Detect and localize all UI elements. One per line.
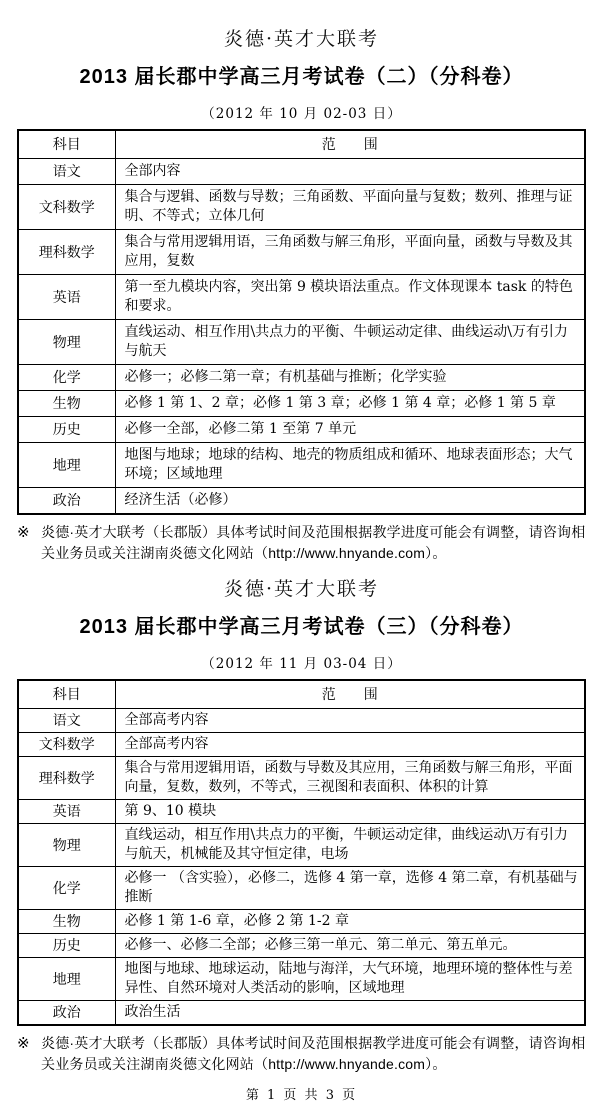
scope-cell: 直线运动，相互作用\共点力的平衡，牛顿运动定律，曲线运动\万有引力与航天，机械能及其守恒定律，电场	[115, 824, 585, 867]
subject-cell: 化学	[18, 365, 115, 391]
scope-cell: 第一至九模块内容，突出第 9 模块语法重点。作文体现课本 task 的特色和要求。	[115, 275, 585, 320]
table-header-row	[18, 130, 585, 159]
table-row	[18, 159, 585, 185]
scope-cell: 必修一 （含实验），必修二，选修 4 第一章，选修 4 第二章，有机基础与推断	[115, 867, 585, 910]
table-row	[18, 800, 585, 824]
subject-cell: 语文	[18, 709, 115, 733]
table-row	[18, 1001, 585, 1026]
table-row	[18, 733, 585, 757]
scope-cell: 必修一全部，必修二第 1 至第 7 单元	[115, 417, 585, 443]
scope-cell: 全部内容	[115, 159, 585, 185]
adjustment-note	[17, 1033, 586, 1075]
note-marker: ※	[17, 1035, 30, 1052]
note-marker: ※	[17, 524, 30, 541]
scope-cell: 地图与地球；地球的结构、地壳的物质组成和循环、地球表面形态；大气环境；区域地理	[115, 443, 585, 488]
schedule-table-1	[17, 129, 586, 515]
table-row	[18, 958, 585, 1001]
scope-cell: 第 9、10 模块	[115, 800, 585, 824]
exam-section-2	[17, 574, 586, 1075]
subject-cell: 生物	[18, 910, 115, 934]
table-row	[18, 867, 585, 910]
adjustment-note	[17, 522, 586, 564]
scope-cell: 集合与常用逻辑用语，三角函数与解三角形，平面向量，函数与导数及其应用，复数	[115, 230, 585, 275]
subject-cell: 历史	[18, 417, 115, 443]
scope-cell: 集合与逻辑、函数与导数；三角函数、平面向量与复数；数列、推理与证明、不等式；立体几何	[115, 185, 585, 230]
exam-section-1	[17, 24, 586, 564]
table-row	[18, 391, 585, 417]
schedule-table-2	[17, 679, 586, 1026]
scope-cell: 全部高考内容	[115, 733, 585, 757]
subject-cell: 生物	[18, 391, 115, 417]
subject-cell: 地理	[18, 958, 115, 1001]
subject-cell: 文科数学	[18, 185, 115, 230]
subject-cell: 语文	[18, 159, 115, 185]
subject-cell: 理科数学	[18, 230, 115, 275]
scope-cell: 直线运动、相互作用\共点力的平衡、牛顿运动定律、曲线运动\万有引力与航天	[115, 320, 585, 365]
table-row	[18, 443, 585, 488]
subject-cell: 文科数学	[18, 733, 115, 757]
table-row	[18, 910, 585, 934]
header-subject: 科目	[18, 680, 115, 709]
subject-cell: 政治	[18, 1001, 115, 1026]
subject-cell: 物理	[18, 824, 115, 867]
exam-title: 2013 届长郡中学高三月考试卷（三）（分科卷）	[79, 616, 524, 638]
exam-title: 2013 届长郡中学高三月考试卷（二）（分科卷）	[79, 66, 524, 88]
table-row	[18, 488, 585, 515]
table-row	[18, 709, 585, 733]
table-row	[18, 417, 585, 443]
table-row	[18, 320, 585, 365]
subject-cell: 物理	[18, 320, 115, 365]
scope-cell: 政治生活	[115, 1001, 585, 1026]
subject-cell: 英语	[18, 800, 115, 824]
scope-cell: 全部高考内容	[115, 709, 585, 733]
scope-cell: 必修 1 第 1、2 章；必修 1 第 3 章；必修 1 第 4 章；必修 1 第 5 章	[115, 391, 585, 417]
exam-date: （2012 年 10 月 02-03 日）	[201, 106, 402, 122]
header-subject: 科目	[18, 130, 115, 159]
scope-cell: 集合与常用逻辑用语，函数与导数及其应用，三角函数与解三角形，平面向量，复数，数列，不等式，三视图和表面积、体积的计算	[115, 757, 585, 800]
scope-cell: 地图与地球、地球运动，陆地与海洋，大气环境，地理环境的整体性与差异性、自然环境对人类活动的影响，区域地理	[115, 958, 585, 1001]
table-row	[18, 275, 585, 320]
scope-cell: 经济生活（必修）	[115, 488, 585, 515]
subject-cell: 理科数学	[18, 757, 115, 800]
table-row	[18, 185, 585, 230]
table-row	[18, 757, 585, 800]
table-row	[18, 365, 585, 391]
subject-cell: 政治	[18, 488, 115, 515]
scope-cell: 必修一、必修二全部；必修三第一单元、第二单元、第五单元。	[115, 934, 585, 958]
scope-cell: 必修一；必修二第一章；有机基础与推断；化学实验	[115, 365, 585, 391]
subject-cell: 历史	[18, 934, 115, 958]
scope-cell: 必修 1 第 1-6 章，必修 2 第 1-2 章	[115, 910, 585, 934]
table-row	[18, 934, 585, 958]
header-scope: 范 围	[115, 130, 585, 159]
brand-title: 炎德·英才大联考	[223, 28, 380, 50]
page-number: 第 1 页 共 3 页	[245, 1088, 358, 1103]
subject-cell: 英语	[18, 275, 115, 320]
brand-title: 炎德·英才大联考	[223, 578, 380, 600]
subject-cell: 地理	[18, 443, 115, 488]
note-text: 炎德·英才大联考（长郡版）具体考试时间及范围根据教学进度可能会有调整，请咨询相关业务员或关注湖南炎德文化网站（http://www.hnyande.com）。	[41, 1035, 586, 1072]
header-scope: 范 围	[115, 680, 585, 709]
table-header-row	[18, 680, 585, 709]
exam-date: （2012 年 11 月 03-04 日）	[201, 656, 402, 672]
note-text: 炎德·英才大联考（长郡版）具体考试时间及范围根据教学进度可能会有调整，请咨询相关业务员或关注湖南炎德文化网站（http://www.hnyande.com）。	[41, 524, 586, 561]
table-row	[18, 230, 585, 275]
table-row	[18, 824, 585, 867]
subject-cell: 化学	[18, 867, 115, 910]
